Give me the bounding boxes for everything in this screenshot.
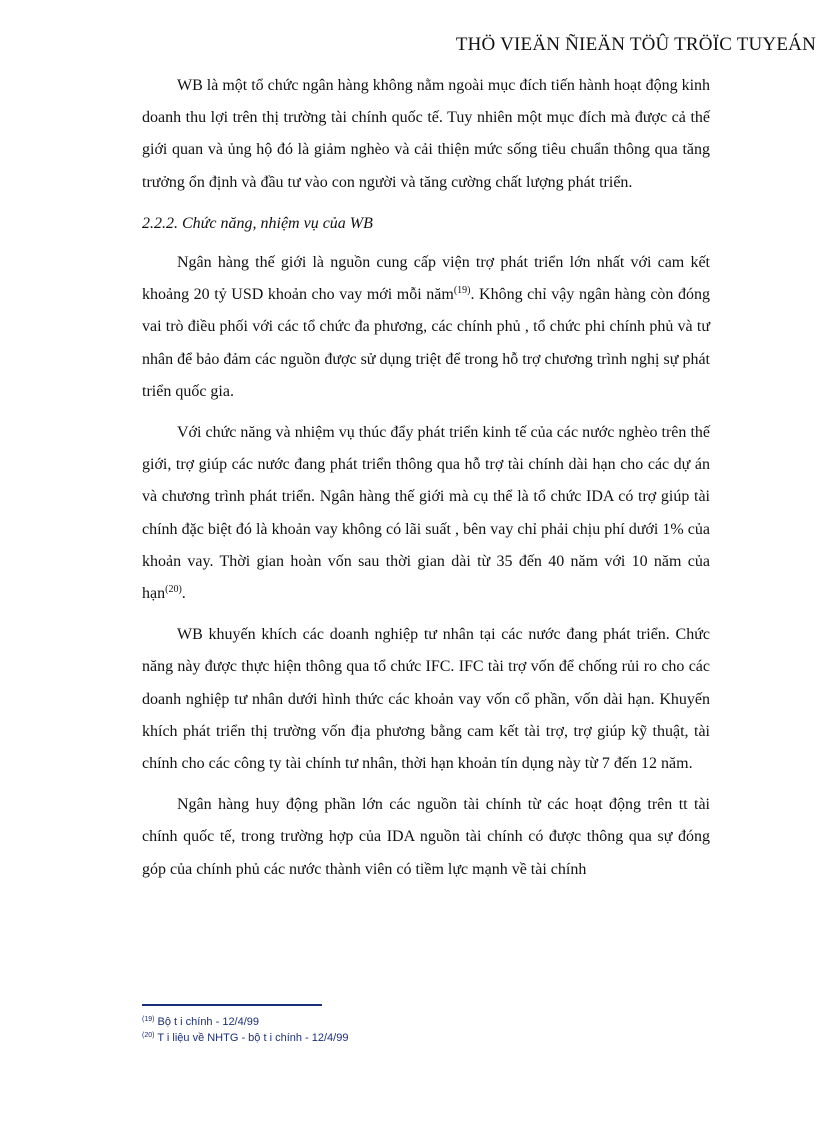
footnotes: [142, 1014, 348, 1046]
paragraph-text: .: [181, 585, 186, 603]
footnote-text: Bộ t i chính - 12/4/99: [157, 1016, 260, 1028]
paragraph-ifc: WB khuyến khích các doanh nghiệp tư nhân tại các nước đang phát triển. Chức năng này được thực hiện thông qua tổ chức IFC. IFC tài trợ vốn để chống rủi ro cho các doanh nghiệp tư nhân dưới hình thức các khoản vay vốn cổ phần, vốn dài hạn. Khuyến khích phát triển thị trường vốn địa phương bằng cam kết tài trợ, trợ giúp kỹ thuật, tài chính cho các công ty tài chính tư nhân, thời hạn khoản tín dụng này từ 7 đến 12 năm.: [142, 626, 710, 773]
footnote-divider: [142, 1004, 322, 1006]
page-header: THÖ VIEÄN ÑIEÄN TÖÛ TRÖÏC TUYEÁN: [455, 34, 816, 55]
paragraph-wb-aid: [142, 247, 710, 408]
paragraph-wb-purpose: WB là một tổ chức ngân hàng không nằm ngoài mục đích tiến hành hoạt động kinh doanh thu lợi trên thị trường tài chính quốc tế. Tuy nhiên một mục đích mà được cả thế giới quan và ủng hộ đó là giảm nghèo và cải thiện mức sống tiêu chuẩn thông qua tăng trưởng ổn định và đầu tư vào con người và tăng cường chất lượng phát triển.: [142, 77, 711, 191]
footnote-marker: (19): [142, 1016, 155, 1023]
footnote-item: [142, 1014, 348, 1030]
footnote-ref-20[interactable]: (20): [165, 584, 182, 596]
section-heading: 2.2.2. Chức năng, nhiệm vụ của WB: [142, 214, 373, 232]
paragraph-text: . Không chỉ vậy ngân hàng còn đóng vai trò điều phối với các tổ chức đa phương, các chính phủ , tổ chức phi chính phủ và tư nhân để bảo đảm các nguồn được sử dụng triệt để trong hỗ trợ chương trình nghị sự phát triển quốc gia.: [142, 286, 710, 400]
paragraph-text: Ngân hàng thế giới là nguồn cung cấp viện trợ phát triển lớn nhất với cam kết khoảng 20 tỷ USD khoản cho vay mới mỗi năm: [142, 254, 710, 304]
footnote-marker: (20): [142, 1032, 155, 1039]
paragraph-funding: Ngân hàng huy động phần lớn các nguồn tài chính từ các hoạt động trên tt tài chính quốc tế, trong trường hợp của IDA nguồn tài chính có được thông qua sự đóng góp của chính phủ các nước thành viên có tiềm lực mạnh về tài chính: [142, 796, 710, 878]
paragraph-ida-support: [142, 417, 710, 610]
footnote-ref-19[interactable]: (19): [453, 285, 471, 297]
footnote-text: T i liệu về NHTG - bộ t i chính - 12/4/99: [157, 1032, 349, 1044]
paragraph-text: Với chức năng và nhiệm vụ thúc đẩy phát triển kinh tế của các nước nghèo trên thế giới, trợ giúp các nước đang phát triển thông qua hỗ trợ tài chính dài hạn cho các dự án và chương trình phát triển. Ngân hàng thế giới mà cụ thể là tổ chức IDA có trợ giúp tài chính đặc biệt đó là khoản vay không có lãi suất , bên vay chỉ phải chịu phí dưới 1% của khoản vay. Thời gian hoàn vốn sau thời gian dài từ 35 đến 40 năm với 10 năm của hạn: [142, 424, 710, 603]
document-body: [142, 70, 710, 895]
footnote-item: [142, 1030, 348, 1046]
